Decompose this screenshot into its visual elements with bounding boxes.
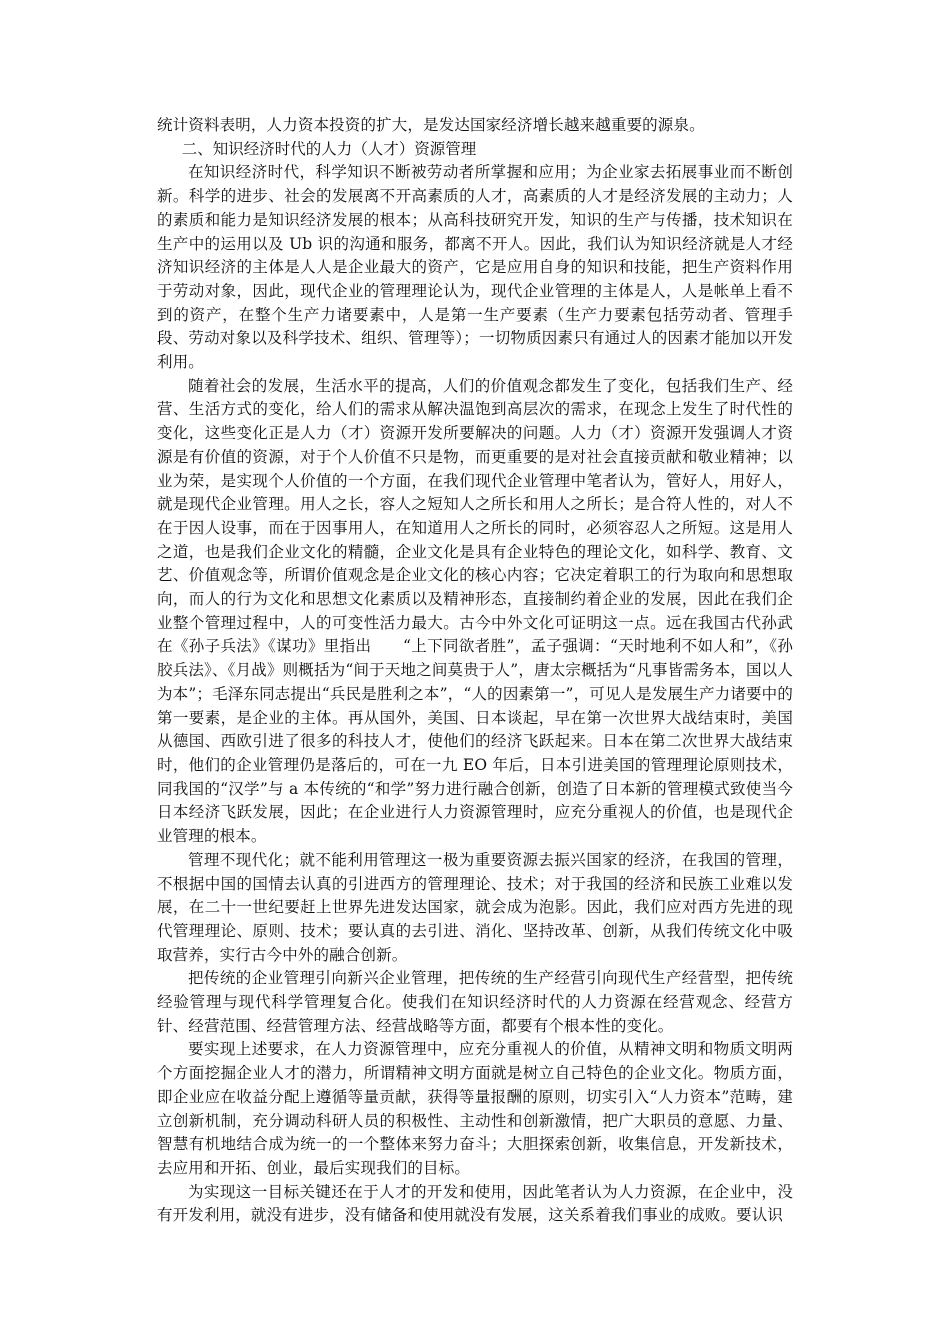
paragraph-knowledge-economy: 在知识经济时代，科学知识不断被劳动者所掌握和应用；为企业家去拓展事业而不断创新。科学的进步、社会的发展离不开高素质的人才，高素质的人才是经济发展的主动力；人的素质和能力是知识经济发展的根本；从高科技研究开发，知识的生产与传播，技术知识在生产中的运用以及 Ub 识的沟通和服务，都离不开人。因此，我们认为知识经济就是人才经济知识经济的主体是人人是企业最大的资产，它是应用自身的知识和技能，把生产资料作用于劳动对象，因此，现代企业的管理理论认为，现代企业管理的主体是人，人是帐单上看不到的资产，在整个生产力诸要素中，人是第一生产要素（生产力要素包括劳动者、管理手段、劳动对象以及科学技术、组织、管理等）；一切物质因素只有通过人的因素才能加以开发利用。 bbox=[157, 163, 793, 372]
document-page bbox=[157, 114, 793, 1228]
paragraph-management-modernization: 管理不现代化；就不能利用管理这一极为重要资源去振兴国家的经济，在我国的管理，不根据中国的国情去认真的引进西方的管理理论、技术；对于我国的经济和民族工业难以发展，在二十一世纪要赶上世界先进发达国家，就会成为泡影。因此，我们应对西方先进的现代管理理论、原则、技术；要认真的去引进、消化、坚持改革、创新，从我们传统文化中吸取营养，实行古今中外的融合创新。 bbox=[157, 850, 793, 964]
paragraph-social-development: 随着社会的发展，生活水平的提高，人们的价值观念都发生了变化，包括我们生产、经营、生活方式的变化，给人们的需求从解决温饱到高层次的需求，在现念上发生了时代性的变化，这些变化正是人力（才）资源开发所要解决的问题。人力（才）资源开发强调人才资源是有价值的资源，对于个人价值不只是物，而更重要的是对社会直接贡献和敬业精神；以业为荣，是实现个人价值的一个方面，在我们现代企业管理中笔者认为，管好人，用好人，就是现代企业管理。用人之长，容人之短知人之所长和用人之所长；是合符人性的，对人不在于因人设事，而在于因事用人，在知道用人之所长的同时，必须容忍人之所短。这是用人之道，也是我们企业文化的精髓，企业文化是具有企业特色的理论文化，如科学、教育、文艺、价值观念等，所谓价值观念是企业文化的核心内容；它决定着职工的行为取向和思想取向，而人的行为文化和思想文化素质以及精神形态，直接制约着企业的发展，因此在我们企业整个管理过程中，人的可变性活力最大。古今中外文化可证明这一点。远在我国古代孙武在《孙子兵法》《谋功》里指出 “上下同欲者胜”，孟子强调：“天时地利不如人和”，《孙胶兵法》、《月战》则概括为“间于天地之间莫贵于人”，唐太宗概括为“凡事皆需务本，国以人为本”；毛泽东同志提出“兵民是胜利之本”，“人的因素第一”，可见人是发展生产力诸要中的第一要素，是企业的主体。再从国外，美国、日本谈起，早在第一次世界大战结束时，美国从德国、西欧引进了很多的科技人才，使他们的经济飞跃起来。日本在第二次世界大战结束时，他们的企业管理仍是落后的，可在一九 EO 年后，日本引进美国的管理理论原则技术，同我国的“汉学”与 a 本传统的“和学”努力进行融合创新，创造了日本新的管理模式致使当今日本经济飞跃发展，因此；在企业进行人力资源管理时，应充分重视人的价值，也是现代企业管理的根本。 bbox=[157, 376, 793, 846]
section-heading: 二、知识经济时代的人力（人才）资源管理 bbox=[181, 139, 477, 158]
paragraph-intro-statistics: 统计资料表明，人力资本投资的扩大，是发达国家经济增长越来越重要的源泉。 bbox=[157, 116, 705, 134]
paragraph-talent-development: 为实现这一目标关键还在于人才的开发和使用，因此笔者认为人力资源，在企业中，没有开发利用，就没有进步，没有储备和使用就没有发展，这关系着我们事业的成败。要认识 bbox=[157, 1182, 793, 1225]
paragraph-requirements: 要实现上述要求，在人力资源管理中，应充分重视人的价值，从精神文明和物质文明两个方面挖掘企业人才的潜力，所谓精神文明方面就是树立自己特色的企业文化。物质方面，即企业应在收益分配上遵循等量贡献，获得等量报酬的原则，切实引入“人力资本”范畴，建立创新机制，充分调动科研人员的积极性、主动性和创新激情，把广大职员的意愿、力量、智慧有机地结合成为统一的一个整体来努力奋斗；大胆探索创新，收集信息，开发新技术，去应用和开拓、创业，最后实现我们的目标。 bbox=[157, 1040, 793, 1177]
paragraph-traditional-to-modern: 把传统的企业管理引向新兴企业管理，把传统的生产经营引向现代生产经营型，把传统经验管理与现代科学管理复合化。使我们在知识经济时代的人力资源在经营观念、经营方针、经营范围、经营管理方法、经营战略等方面，都要有个根本性的变化。 bbox=[157, 969, 793, 1035]
